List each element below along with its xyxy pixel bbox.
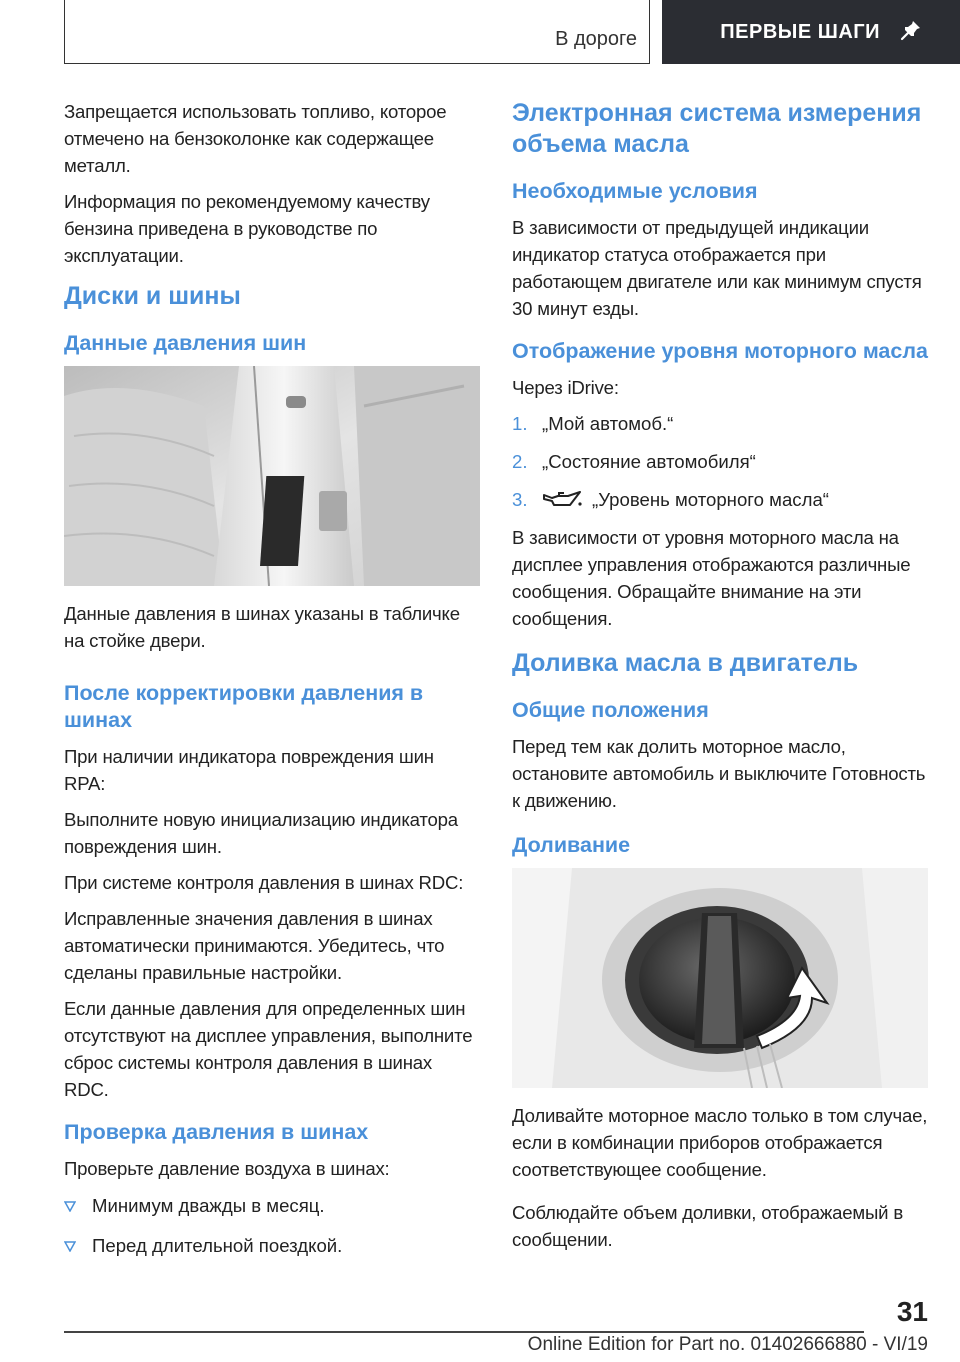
paragraph-oil-messages: В зависимости от уровня моторного масла на дисплее управления отображаются различные сообщения. Обращайте внимание на эти сообщения. [512, 527, 911, 629]
paragraph-idrive: Через iDrive: [512, 377, 619, 398]
list-item [512, 448, 928, 475]
paragraph-rpa: При наличии индикатора повреждения шин RPA: [64, 746, 434, 794]
heading-wheels-tires: Диски и шины [64, 282, 241, 310]
heading-conditions: Необходимые условия [512, 179, 758, 203]
oil-can-icon [542, 489, 582, 511]
list-item [512, 410, 928, 437]
step-number: 3. [512, 489, 528, 510]
paragraph-rdc: При системе контроля давления в шинах RDC: [64, 872, 464, 893]
footer-divider [64, 1331, 864, 1333]
heading-after-correction: После корректировки давления в шинах [64, 681, 424, 732]
header-section-title: В дороге [555, 28, 637, 50]
heading-topup-oil: Доливка масла в двигатель [512, 649, 859, 677]
heading-tire-pressure-data: Данные давления шин [64, 331, 307, 355]
heading-oil-display: Отображение уровня моторного масла [512, 339, 928, 363]
paragraph-fuel-quality: Информация по рекомендуемому качеству бензина приведена в руководстве по эксплуатации. [64, 191, 430, 266]
paragraph-amount: Соблюдайте объем доливки, отображаемый в сообщении. [512, 1202, 904, 1250]
header-chapter-tab [662, 0, 960, 64]
list-item-text: Перед длительной поездкой. [92, 1235, 343, 1256]
paragraph-check-pressure: Проверьте давление воздуха в шинах: [64, 1158, 390, 1179]
paragraph-filling: Доливайте моторное масло только в том случае, если в комбинации приборов отображается соответствующее сообщение. [512, 1105, 928, 1180]
step-text: „Уровень моторного масла“ [592, 489, 829, 510]
list-item [64, 1232, 480, 1259]
page-number: 31 [896, 1296, 928, 1327]
triangle-bullet-icon [64, 1200, 92, 1212]
check-pressure-list [64, 1192, 480, 1259]
heading-check-pressure: Проверка давления в шинах [64, 1120, 369, 1144]
heading-oil-system: Электронная система измерения объема масла [512, 99, 922, 158]
list-item-text: Минимум дважды в месяц. [92, 1195, 325, 1216]
paragraph-rdc-reset: Если данные давления для определенных шин отсутствуют на дисплее управления, выполните сброс системы контроля давления в шинах RDC. [64, 998, 473, 1100]
paragraph-rpa-action: Выполните новую инициализацию индикатора повреждения шин. [64, 809, 458, 857]
heading-filling: Доливание [512, 833, 631, 857]
header-section-box [64, 0, 650, 64]
paragraph-fuel-warning: Запрещается использовать топливо, которое отмечено на бензоколонке как содержащее металл. [64, 101, 447, 176]
door-pillar-photo [64, 366, 480, 586]
idrive-steps [512, 410, 928, 513]
step-text: „Состояние автомобиля“ [542, 451, 756, 472]
step-number: 1. [512, 413, 528, 434]
oil-filler-cap-photo [512, 868, 928, 1088]
step-text: „Мой автомоб.“ [542, 413, 674, 434]
footer-edition: Online Edition for Part no. 01402666880 - VI/19 [527, 1334, 928, 1355]
paragraph-conditions: В зависимости от предыдущей индикации индикатор статуса отображается при работающем двигателе или как минимум спустя 30 минут езды. [512, 217, 922, 319]
list-item [64, 1192, 480, 1219]
list-item [512, 486, 928, 513]
pushpin-icon [900, 19, 922, 46]
paragraph-general: Перед тем как долить моторное масло, остановите автомобиль и выключите Готовность к движению. [512, 736, 926, 811]
paragraph-rdc-auto: Исправленные значения давления в шинах автоматически принимаются. Убедитесь, что сделаны правильные настройки. [64, 908, 445, 983]
caption-door-pillar: Данные давления в шинах указаны в табличке на стойке двери. [64, 603, 460, 651]
header-chapter-title: ПЕРВЫЕ ШАГИ [720, 20, 880, 43]
triangle-bullet-icon [64, 1240, 92, 1252]
right-column [512, 98, 928, 1262]
heading-general: Общие положения [512, 698, 709, 722]
left-column [64, 98, 480, 1272]
step-number: 2. [512, 451, 528, 472]
